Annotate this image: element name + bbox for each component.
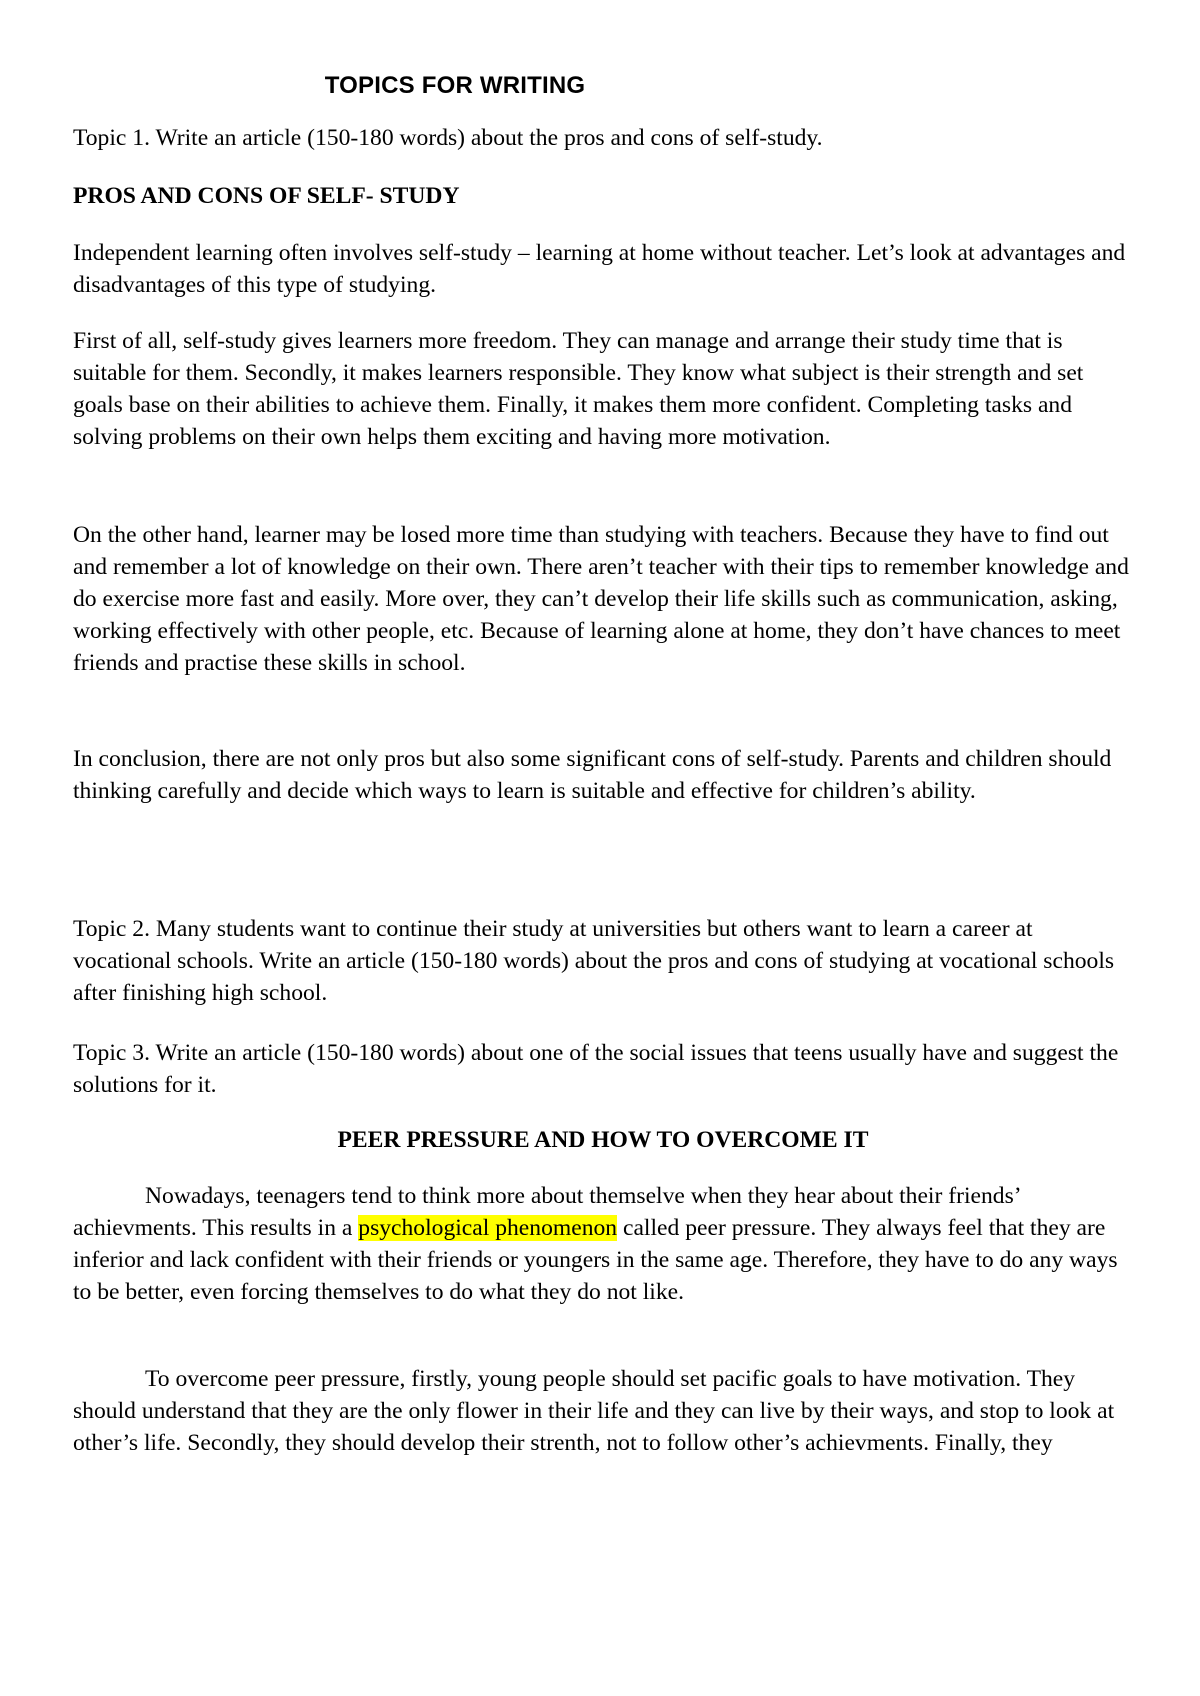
topic1-prompt-text: Topic 1. Write an article (150-180 words) about the pros and cons of self-study. — [73, 125, 823, 151]
paragraph-text: In conclusion, there are not only pros but also some significant cons of self-study. Parents and children should thinking carefully and decide which ways to learn is suitable and effective for children’s ability. — [73, 746, 1112, 804]
topic2-prompt — [73, 913, 1133, 1009]
topic1-paragraph-2 — [73, 325, 1133, 453]
paragraph-text: On the other hand, learner may be losed more time than studying with teachers. Because they have to find out and remember a lot of knowledge on their own. There aren’t teacher with their tips to remember knowledge and do exercise more fast and easily. More over, they can’t develop their life skills such as communication, asking, working effectively with other people, etc. Because of learning alone at home, they don’t have chances to meet friends and practise these skills in school. — [73, 522, 1129, 676]
highlighted-phrase: psychological phenomenon — [358, 1215, 618, 1241]
topic3-heading-text: PEER PRESSURE AND HOW TO OVERCOME IT — [337, 1127, 869, 1153]
topic3-paragraph-2 — [73, 1363, 1133, 1459]
paragraph-text-before: Nowadays, teenagers tend to think more about themselve when they hear about their friends’ achievments. This results in a — [73, 1183, 1020, 1241]
paragraph-text-after: called peer pressure. They always feel that they are inferior and lack confident with their friends or youngers in the same age. Therefore, they have to do any ways to be better, even forcing themselves to do what they do not like. — [73, 1215, 1118, 1305]
paragraph-text: To overcome peer pressure, firstly, young people should set pacific goals to have motivation. They should understand that they are the only flower in their life and they can live by their ways, and stop to look at other’s life. Secondly, they should develop their strenth, not to follow other’s achievments. Finally, they — [73, 1366, 1115, 1456]
paragraph-text: Independent learning often involves self-study – learning at home without teacher. Let’s look at advantages and disadvantages of this type of studying. — [73, 240, 1126, 298]
topic1-paragraph-1 — [73, 237, 1133, 301]
topic1-paragraph-4 — [73, 743, 1133, 807]
topic1-prompt — [73, 122, 1133, 154]
document-title: TOPICS FOR WRITING — [324, 72, 586, 99]
topic3-heading — [73, 1124, 1133, 1156]
paragraph-text: First of all, self-study gives learners more freedom. They can manage and arrange their study time that is suitable for them. Secondly, it makes learners responsible. They know what subject is their strength and set goals base on their abilities to achieve them. Finally, it makes them more confident. Completing tasks and solving problems on their own helps them exciting and having more motivation. — [73, 328, 1084, 450]
topic3-paragraph-1 — [73, 1180, 1133, 1308]
topic3-prompt — [73, 1037, 1133, 1101]
topic3-prompt-text: Topic 3. Write an article (150-180 words) about one of the social issues that teens usually have and suggest the solutions for it. — [73, 1040, 1119, 1098]
topic1-paragraph-3 — [73, 519, 1133, 679]
paragraph-text — [73, 1180, 1133, 1308]
topic2-prompt-text: Topic 2. Many students want to continue their study at universities but others want to learn a career at vocational schools. Write an article (150-180 words) about the pros and cons of studying at vocational schools after finishing high school. — [73, 916, 1115, 1006]
topic1-heading — [73, 180, 1133, 212]
topic1-heading-text: PROS AND CONS OF SELF- STUDY — [73, 183, 460, 209]
